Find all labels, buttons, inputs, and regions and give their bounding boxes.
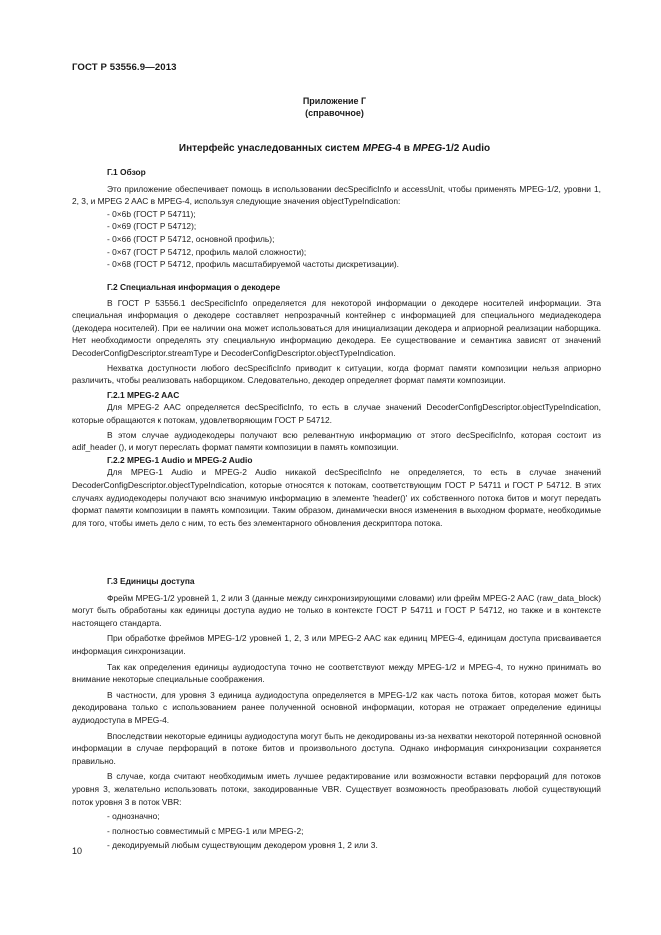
list-item: - полностью совместимый с MPEG-1 или MPEG-2; bbox=[107, 825, 304, 836]
appendix-title: Интерфейс унаследованных систем MPEG-4 в MPEG-1/2 Audio bbox=[178, 143, 491, 154]
list-item: - 0×66 (ГОСТ Р 54712, основной профиль); bbox=[107, 233, 275, 244]
paragraph: В случае, когда считают необходимым иметь лучшее редактирование или возможности вставки перфораций для потоков уровня 3, желательно использовать потоки, закодированные VBR. Существует возможность преобразовать любой существующий поток уровня 3 в поток VBR: bbox=[72, 771, 601, 807]
paragraph: В ГОСТ Р 53556.1 decSpecificInfo определяется для некоторой информации о декодере носителей информации. Эта специальная информация о декодере составляет непрозрачный контейнер с информацией для специального медиадекодера (декодера носителей). При ее наличии она может использоваться для инициализации декодера и априорной реализации наборщика. Нет необходимости определять эту специальную информацию декодера. Ее существование и семантика зависят от значений DecoderConfigDescriptor.streamType и DecoderConfigDescriptor.objectTypeIndication. bbox=[72, 297, 601, 358]
list-item: - 0×6b (ГОСТ Р 54711); bbox=[107, 208, 196, 219]
paragraph: Для MPEG-1 Audio и MPEG-2 Audio никакой decSpecificInfo не определяется, то есть в случае значений DecoderConfigDescriptor.objectTypeIndication, которые относятся к потокам, соответствующим ГОСТ Р 54711 и ГОСТ Р 54712. В этих случаях аудиодекодеры получают всю значимую информацию в элементе 'header()' их собственного потока битов и могут передать формат памяти композиции в память композиции. Таким образом, динамически внося изменения в выходном формате, необходимые для того, чтобы иметь дело с ним, то есть без элементарного обновления дескриптора потока. bbox=[72, 467, 601, 528]
list-item: - декодируемый любым существующим декодером уровня 1, 2 или 3. bbox=[107, 840, 378, 851]
paragraph: Впоследствии некоторые единицы аудиодоступа могут быть не декодированы из-за нехватки некоторой потерянной основной информации в случае перфораций в потоке битов и произвольного доступа. Однако информация синхронизации сохраняется правильно. bbox=[72, 730, 601, 766]
document-standard-number: ГОСТ Р 53556.9—2013 bbox=[72, 62, 177, 73]
paragraph: Для MPEG-2 AAC определяется decSpecificInfo, то есть в случае значений DecoderConfigDescriptor.objectTypeIndication, которые обращаются к потокам, удовлетворяющим ГОСТ Р 54712. bbox=[72, 402, 601, 425]
paragraph: Так как определения единицы аудиодоступа точно не соответствуют между MPEG-1/2 и MPEG-4, то нужно принимать во внимание некоторые специальные соображения. bbox=[72, 661, 601, 685]
section-heading: Г.2 Специальная информация о декодере bbox=[107, 282, 281, 292]
appendix-kind: (справочное) bbox=[305, 108, 364, 118]
paragraph: Нехватка доступности любого decSpecificInfo приводит к ситуации, когда формат памяти композиции нельзя априорно различить, чтобы реализовать наборщиком. Следовательно, декодер определяет формат памяти композиции. bbox=[72, 362, 601, 386]
subsection-heading: Г.2.1 MPEG-2 AAC bbox=[107, 389, 180, 400]
appendix-label: Приложение Г bbox=[302, 96, 367, 106]
appendix-heading bbox=[72, 95, 597, 119]
section-g1 bbox=[72, 166, 601, 271]
list-item: - 0×67 (ГОСТ Р 54712, профиль малой сложности); bbox=[107, 246, 307, 257]
subsection-heading: Г.2.2 MPEG-1 Audio и MPEG-2 Audio bbox=[107, 454, 253, 465]
list-item: - однозначно; bbox=[107, 811, 160, 822]
section-heading: Г.1 Обзор bbox=[107, 167, 146, 177]
paragraph: Это приложение обеспечивает помощь в использовании decSpecificInfo и accessUnit, чтобы применять MPEG-1/2, уровни 1, 2, 3, и MPEG 2 AAC в MPEG-4, используя следующие значения objectTypeIndication: bbox=[72, 183, 601, 207]
section-heading: Г.3 Единицы доступа bbox=[107, 576, 195, 586]
section-g2 bbox=[72, 281, 601, 529]
section-g3 bbox=[72, 575, 601, 852]
list-item: - 0×69 (ГОСТ Р 54712); bbox=[107, 221, 197, 232]
paragraph: В частности, для уровня 3 единица аудиодоступа определяется в MPEG-1/2 как часть потока битов, которая может быть декодирована только с использованием ранее полученной основной информации, которая не отражает определение единицы аудиодоступа в MPEG-4. bbox=[72, 689, 601, 725]
paragraph: При обработке фреймов MPEG-1/2 уровней 1, 2, 3 или MPEG-2 AAC как единиц MPEG-4, единицам доступа присваивается информация синхронизации. bbox=[72, 633, 601, 656]
list-item: - 0×68 (ГОСТ Р 54712, профиль масштабируемой частоты дискретизации). bbox=[107, 259, 400, 270]
page-number: 10 bbox=[72, 846, 83, 856]
paragraph: В этом случае аудиодекодеры получают всю релевантную информацию от этого decSpecificInfo, которая состоит из adif_header (), и могут переслать формат памяти композиции в память композиции. bbox=[72, 429, 601, 453]
paragraph: Фрейм MPEG-1/2 уровней 1, 2 или 3 (данные между синхронизирующими словами) или фрейм MPEG-2 AAC (raw_data_block) могут быть обработаны как единицы доступа аудио не только в контексте ГОСТ Р 54711 и ГОСТ Р 54712, но также и в контексте настоящего стандарта. bbox=[72, 592, 601, 628]
